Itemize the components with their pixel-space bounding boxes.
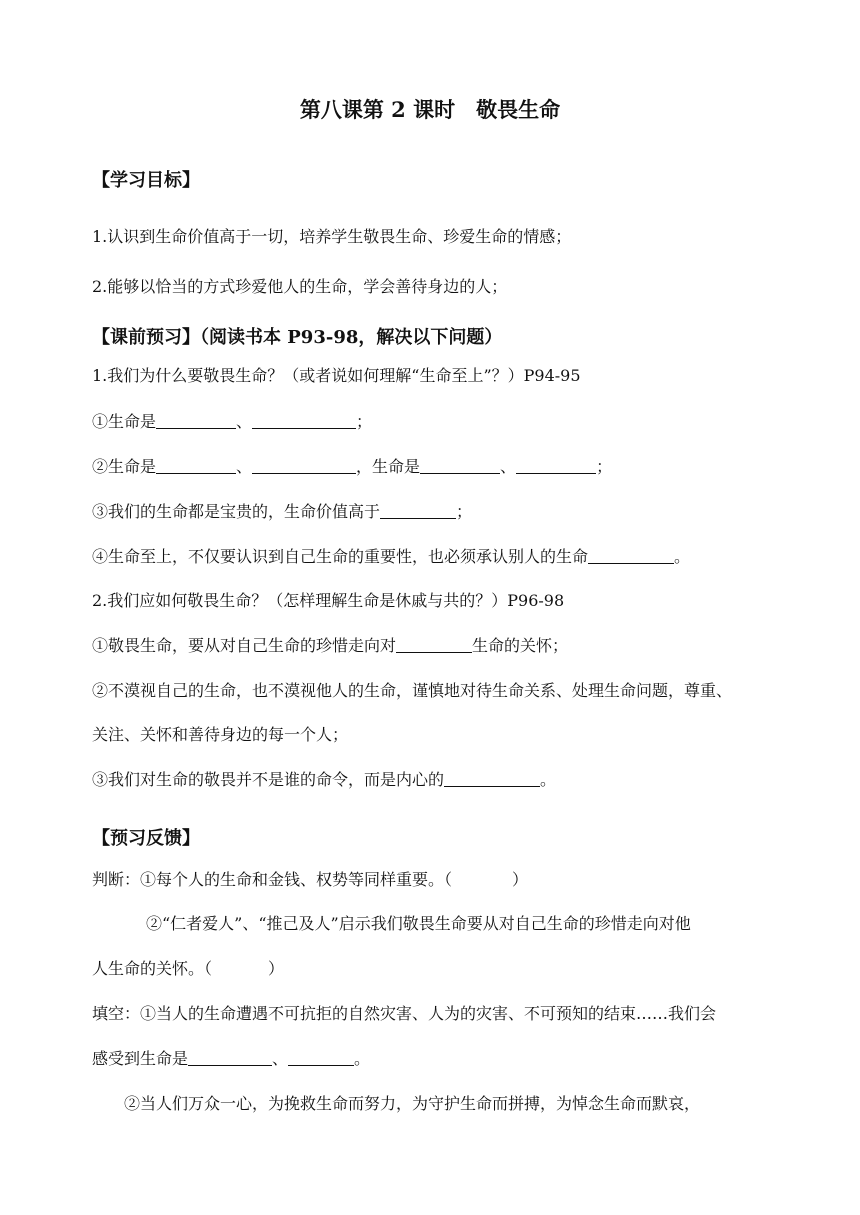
judge-2-line-1: ②“仁者爱人”、“推己及人”启示我们敬畏生命要从对自己生命的珍惜走向对他 (146, 914, 691, 933)
fill-blank[interactable] (252, 412, 356, 429)
goal-item-1: 1.认识到生命价值高于一切，培养学生敬畏生命、珍爱生命的情感； (92, 227, 572, 246)
preview-heading-note: （阅读书本 P93-98，解决以下问题） (200, 327, 503, 348)
fill-label: 填空： (92, 1004, 141, 1023)
q1-answer-4-text: ④生命至上，不仅要认识到自己生命的重要性，也必须承认别人的生命 (92, 547, 589, 566)
fill-blank[interactable] (252, 457, 356, 474)
feedback-heading: 【预习反馈】 (92, 828, 200, 849)
punctuation: 。 (674, 547, 691, 566)
fill-blank[interactable] (380, 502, 456, 519)
fill-blank[interactable] (516, 457, 596, 474)
fill-blank[interactable] (188, 1049, 272, 1066)
q2-answer-3 (92, 769, 790, 791)
separator: 、 (236, 457, 253, 476)
fill-blank[interactable] (156, 412, 236, 429)
fill-1-line-2-text: 感受到生命是 (92, 1049, 189, 1068)
q1-answer-4 (92, 546, 790, 568)
q1-answer-2-mid: ，生命是 (356, 457, 421, 476)
q2-answer-1 (92, 635, 790, 657)
q2-answer-2-line-2: 关注、关怀和善待身边的每一个人； (92, 725, 349, 744)
paren-close: ） (512, 870, 529, 889)
fill-blank[interactable] (444, 770, 540, 787)
fill-1-text: ①当人的生命遭遇不可抗拒的自然灾害、人为的灾害、不可预知的结束……我们会 (140, 1004, 717, 1023)
fill-blank[interactable] (420, 457, 500, 474)
fill-blank[interactable] (288, 1049, 354, 1066)
q2-answer-3-text: ③我们对生命的敬畏并不是谁的命令，而是内心的 (92, 770, 445, 789)
punctuation: 。 (354, 1049, 371, 1068)
separator: 、 (236, 412, 253, 431)
q2-answer-2-line-1: ②不漠视自己的生命，也不漠视他人的生命，谨慎地对待生命关系、处理生命问题，尊重、 (92, 681, 733, 700)
q2-answer-1-text: ①敬畏生命，要从对自己生命的珍惜走向对 (92, 636, 397, 655)
q2-answer-1-end: 生命的关怀； (472, 636, 569, 655)
judge-label: 判断： (92, 870, 141, 889)
judge-2-line-2 (92, 958, 790, 980)
punctuation: 。 (540, 770, 557, 789)
q1-answer-1 (92, 411, 790, 433)
q1-answer-2-text: ②生命是 (92, 457, 157, 476)
page-title: 第八课第 2 课时 敬畏生命 (299, 97, 561, 122)
q1-answer-2 (92, 456, 790, 478)
punctuation: ； (456, 502, 473, 521)
q1-answer-3 (92, 501, 790, 523)
q1-answer-3-text: ③我们的生命都是宝贵的，生命价值高于 (92, 502, 381, 521)
paren-close: ） (268, 959, 285, 978)
separator: 、 (272, 1049, 289, 1068)
preview-question-2: 2.我们应如何敬畏生命？（怎样理解生命是休戚与共的？）P96-98 (92, 591, 565, 610)
judge-2-text: 人生命的关怀。（ (92, 959, 213, 978)
fill-1-line-1 (92, 1003, 790, 1025)
fill-blank[interactable] (156, 457, 236, 474)
preview-heading-label: 【课前预习】 (92, 327, 200, 348)
q1-answer-1-text: ①生命是 (92, 412, 157, 431)
separator: 、 (500, 457, 517, 476)
punctuation: ； (596, 457, 613, 476)
judge-1-text: ①每个人的生命和金钱、权势等同样重要。（ (140, 870, 453, 889)
goal-item-2: 2.能够以恰当的方式珍爱他人的生命，学会善待身边的人； (92, 277, 508, 296)
preview-heading (92, 327, 790, 349)
punctuation: ； (356, 412, 373, 431)
goals-heading: 【学习目标】 (92, 170, 200, 191)
fill-1-line-2 (92, 1048, 790, 1070)
fill-blank[interactable] (396, 636, 472, 653)
fill-blank[interactable] (588, 547, 674, 564)
fill-2-line-1: ②当人们万众一心，为挽救生命而努力，为守护生命而拼搏，为悼念生命而默哀， (124, 1094, 701, 1113)
preview-question-1: 1.我们为什么要敬畏生命？（或者说如何理解“生命至上”？）P94-95 (92, 366, 581, 385)
judge-1 (92, 869, 790, 891)
